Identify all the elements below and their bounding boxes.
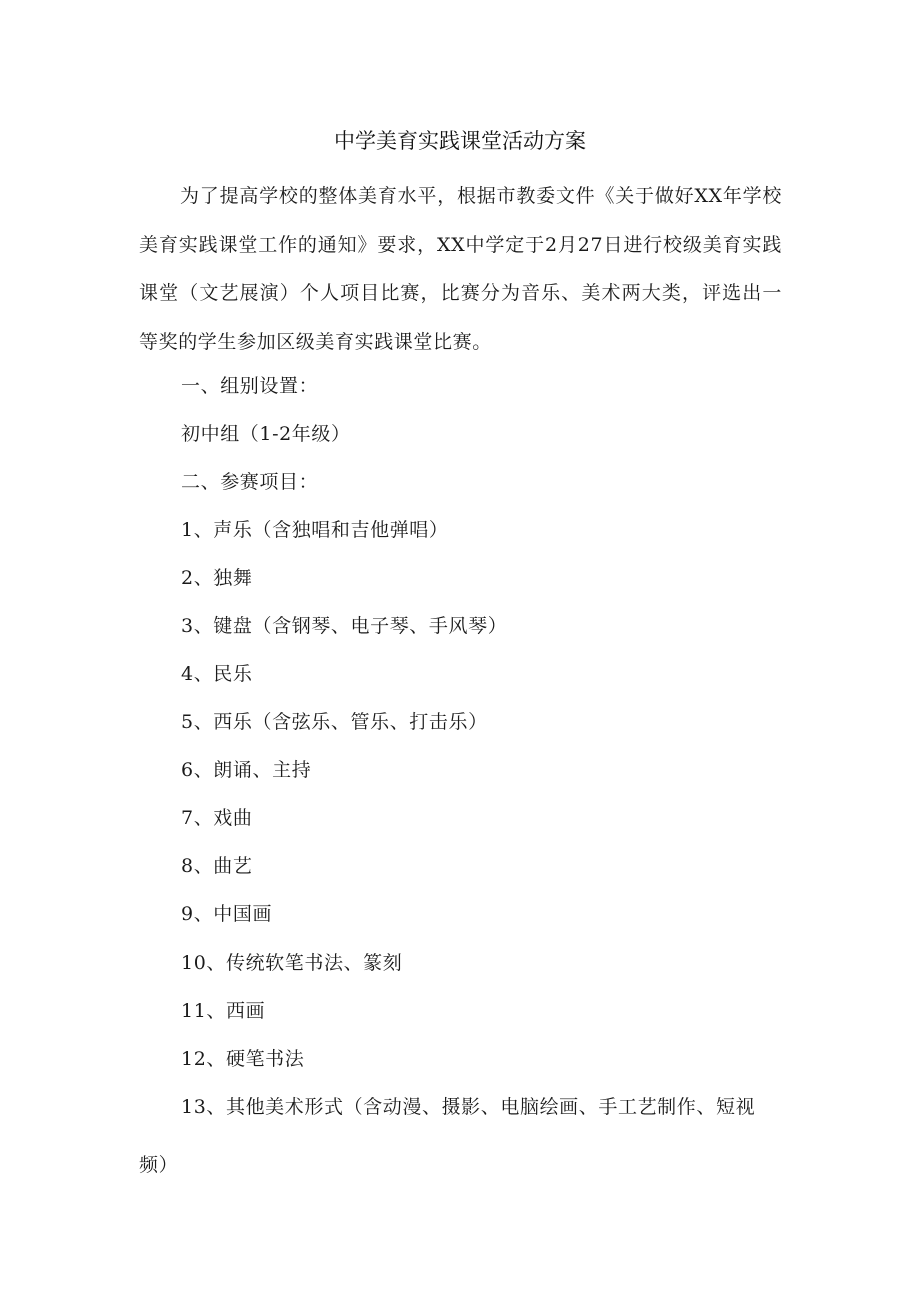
group-item: 初中组（1-2年级）	[181, 423, 351, 445]
event-item: 11、西画	[181, 1000, 266, 1022]
event-item: 5、西乐（含弦乐、管乐、打击乐）	[181, 711, 488, 733]
event-item: 9、中国画	[181, 903, 273, 925]
intro-paragraph: 为了提高学校的整体美育水平，根据市教委文件《关于做好XX年学校美育实践课堂工作的通知》要求，XX中学定于2月27日进行校级美育实践课堂（文艺展演）个人项目比赛，比赛分为音乐、美术两大类，评选出一等奖的学生参加区级美育实践课堂比赛。	[139, 185, 782, 354]
section-heading-events: 二、参赛项目：	[181, 471, 319, 493]
page-title: 中学美育实践课堂活动方案	[334, 129, 586, 153]
event-item: 12、硬笔书法	[181, 1048, 305, 1070]
event-item: 10、传统软笔书法、篆刻	[181, 952, 403, 974]
event-item: 7、戏曲	[181, 807, 253, 829]
event-item: 8、曲艺	[181, 855, 253, 877]
event-item: 3、键盘（含钢琴、电子琴、手风琴）	[181, 615, 508, 637]
event-item: 1、声乐（含独唱和吉他弹唱）	[181, 519, 449, 541]
event-item: 4、民乐	[181, 663, 253, 685]
event-item: 6、朗诵、主持	[181, 759, 312, 781]
section-heading-groups: 一、组别设置：	[181, 375, 319, 397]
event-item: 13、其他美术形式（含动漫、摄影、电脑绘画、手工艺制作、短视频）	[139, 1096, 756, 1176]
event-item: 2、独舞	[181, 567, 253, 589]
